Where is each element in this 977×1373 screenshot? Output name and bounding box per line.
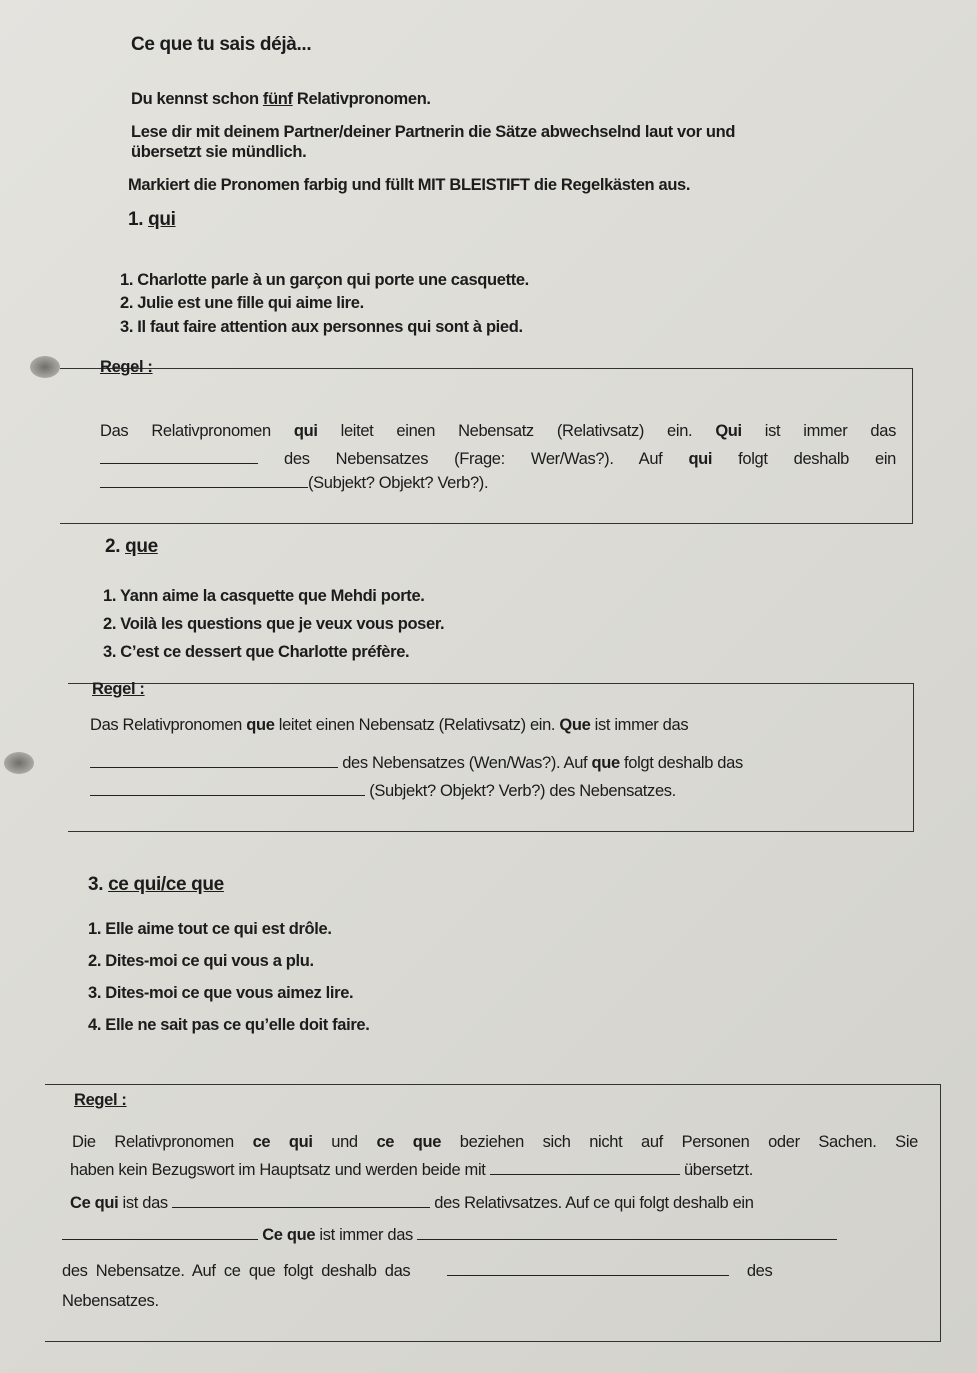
section-heading-ce-qui-ce-que: 3. ce qui/ce que bbox=[88, 874, 224, 895]
rule-label: Regel : bbox=[74, 1091, 127, 1109]
intro-line: übersetzt sie mündlich. bbox=[131, 143, 307, 161]
fill-blank[interactable] bbox=[100, 451, 258, 464]
rule-line: (Subjekt? Objekt? Verb?) des Nebensatzes. bbox=[90, 782, 676, 801]
example-sentence: 2. Voilà les questions que je veux vous poser. bbox=[103, 615, 445, 633]
rule-line: Ce que ist immer das bbox=[62, 1226, 837, 1245]
rule-line: Nebensatzes. bbox=[62, 1292, 159, 1310]
fill-blank[interactable] bbox=[90, 783, 365, 796]
example-sentence: 1. Charlotte parle à un garçon qui porte une casquette. bbox=[120, 271, 529, 289]
rule-line: (Subjekt? Objekt? Verb?). bbox=[100, 474, 488, 493]
fill-blank[interactable] bbox=[490, 1162, 680, 1175]
section-heading-que: 2. que bbox=[105, 536, 158, 557]
section-heading-qui: 1. qui bbox=[128, 209, 176, 230]
example-sentence: 3. Dites-moi ce que vous aimez lire. bbox=[88, 984, 354, 1002]
rule-line: Ce qui ist das des Relativsatzes. Auf ce qui folgt deshalb ein bbox=[70, 1194, 754, 1212]
fill-blank[interactable] bbox=[417, 1227, 837, 1240]
punch-hole bbox=[30, 356, 60, 378]
example-sentence: 2. Dites-moi ce qui vous a plu. bbox=[88, 952, 314, 970]
rule-box-qui bbox=[60, 368, 913, 524]
intro-line: Du kennst schon fünf Relativpronomen. bbox=[131, 90, 431, 108]
example-sentence: 3. C’est ce dessert que Charlotte préfère. bbox=[103, 643, 410, 661]
example-sentence: 1. Yann aime la casquette que Mehdi porte. bbox=[103, 587, 425, 605]
rule-line: Das Relativpronomen que leitet einen Nebensatz (Relativsatz) ein. Que ist immer das bbox=[90, 716, 689, 734]
intro-line: Lese dir mit deinem Partner/deiner Partnerin die Sätze abwechselnd laut vor und bbox=[131, 123, 736, 141]
fill-blank[interactable] bbox=[90, 755, 338, 768]
example-sentence: 2. Julie est une fille qui aime lire. bbox=[120, 294, 364, 312]
rule-line: haben kein Bezugswort im Hauptsatz und werden beide mit übersetzt. bbox=[70, 1161, 753, 1179]
rule-line: des Nebensatze. Auf ce que folgt deshalb das des bbox=[62, 1262, 773, 1280]
punch-hole bbox=[4, 752, 34, 774]
rule-line: des Nebensatzes (Wen/Was?). Auf que folgt deshalb das bbox=[90, 754, 743, 773]
rule-label: Regel : bbox=[92, 680, 145, 698]
rule-box-ce-qui-ce-que bbox=[45, 1084, 941, 1342]
rule-line: Die Relativpronomen ce qui und ce que beziehen sich nicht auf Personen oder Sachen. Sie bbox=[72, 1133, 918, 1151]
rule-line: Das Relativpronomen qui leitet einen Nebensatz (Relativsatz) ein. Qui ist immer das bbox=[100, 422, 896, 440]
example-sentence: 4. Elle ne sait pas ce qu’elle doit faire. bbox=[88, 1016, 370, 1034]
rule-label: Regel : bbox=[100, 358, 153, 376]
intro-instruction: Markiert die Pronomen farbig und füllt MIT BLEISTIFT die Regelkästen aus. bbox=[128, 176, 691, 194]
fill-blank[interactable] bbox=[62, 1227, 258, 1240]
example-sentence: 3. Il faut faire attention aux personnes qui sont à pied. bbox=[120, 318, 523, 336]
rule-line: des Nebensatzes (Frage: Wer/Was?). Auf qui folgt deshalb ein bbox=[100, 450, 896, 469]
fill-blank[interactable] bbox=[100, 475, 308, 488]
example-sentence: 1. Elle aime tout ce qui est drôle. bbox=[88, 920, 332, 938]
fill-blank[interactable] bbox=[172, 1195, 430, 1208]
page-title: Ce que tu sais déjà... bbox=[131, 34, 312, 55]
fill-blank[interactable] bbox=[447, 1263, 729, 1276]
